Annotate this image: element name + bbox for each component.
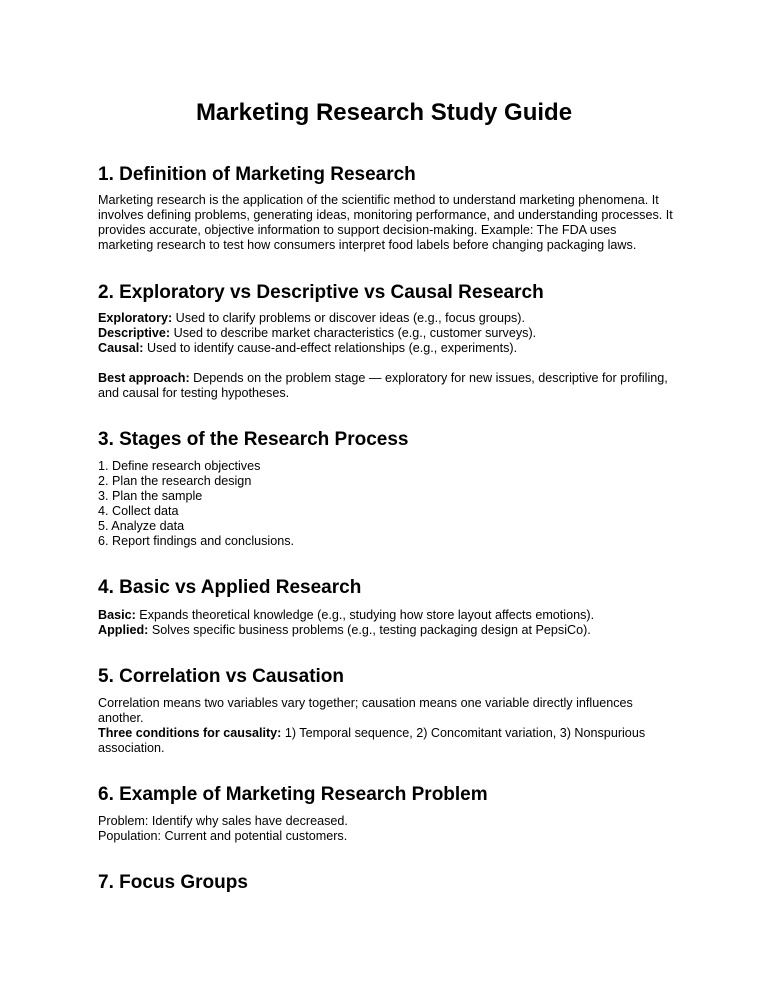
definition-causal (98, 341, 673, 356)
section-heading-definition: 1. Definition of Marketing Research (98, 164, 416, 185)
term-label: Best approach: (98, 371, 190, 385)
section-heading-stages: 3. Stages of the Research Process (98, 429, 409, 450)
best-approach-note (98, 371, 673, 401)
paragraph-line: involves defining problems, generating ideas, monitoring performance, and understanding processes. It (98, 208, 673, 222)
causality-conditions (98, 726, 673, 741)
best-approach-line (98, 371, 673, 386)
definition-exploratory (98, 311, 673, 326)
term-label: Three conditions for causality: (98, 726, 282, 740)
stage-item: 6. Report findings and conclusions. (98, 534, 295, 548)
paragraph-line: Correlation means two variables vary together; causation means one variable directly influences (98, 696, 633, 710)
section-body-example-problem (98, 814, 673, 844)
term-text: Used to identify cause-and-effect relationships (e.g., experiments). (143, 341, 518, 355)
stage-item: 1. Define research objectives (98, 459, 261, 473)
paragraph-line: provides accurate, objective information to support decision-making. Example: The FDA uses (98, 223, 617, 237)
term-text: Used to describe market characteristics (e.g., customer surveys). (170, 326, 537, 340)
section-body-research-types (98, 311, 673, 356)
definition-descriptive (98, 326, 673, 341)
best-approach-line: and causal for testing hypotheses. (98, 386, 290, 400)
term-label: Exploratory: (98, 311, 173, 325)
paragraph-line: marketing research to test how consumers interpret food labels before changing packaging laws. (98, 238, 637, 252)
section-heading-example-problem: 6. Example of Marketing Research Problem (98, 784, 488, 805)
section-heading-basic-applied: 4. Basic vs Applied Research (98, 577, 362, 598)
definition-basic (98, 608, 673, 623)
term-text: Expands theoretical knowledge (e.g., studying how store layout affects emotions). (135, 608, 595, 622)
stage-item: 3. Plan the sample (98, 489, 203, 503)
section-heading-focus-groups: 7. Focus Groups (98, 872, 248, 893)
definition-applied (98, 623, 673, 638)
section-body-correlation (98, 696, 673, 756)
section-heading-correlation: 5. Correlation vs Causation (98, 666, 345, 687)
stage-item: 2. Plan the research design (98, 474, 252, 488)
stage-item: 4. Collect data (98, 504, 179, 518)
term-text: Depends on the problem stage — exploratory for new issues, descriptive for profiling, (189, 371, 668, 385)
term-label: Causal: (98, 341, 144, 355)
section-body-definition (98, 193, 673, 253)
stage-item: 5. Analyze data (98, 519, 185, 533)
term-text: Used to clarify problems or discover ideas (e.g., focus groups). (172, 311, 525, 325)
stages-list (98, 459, 673, 549)
term-text: Solves specific business problems (e.g., testing packaging design at PepsiCo). (148, 623, 591, 637)
term-label: Applied: (98, 623, 149, 637)
paragraph-line: association. (98, 741, 165, 755)
paragraph-line: Marketing research is the application of the scientific method to understand marketing phenomena. It (98, 193, 659, 207)
section-heading-research-types: 2. Exploratory vs Descriptive vs Causal Research (98, 282, 544, 303)
term-text: 1) Temporal sequence, 2) Concomitant variation, 3) Nonspurious (281, 726, 646, 740)
problem-line: Problem: Identify why sales have decreased. (98, 814, 348, 828)
population-line: Population: Current and potential customers. (98, 829, 348, 843)
term-label: Basic: (98, 608, 136, 622)
term-label: Descriptive: (98, 326, 171, 340)
section-body-basic-applied (98, 608, 673, 638)
page-title: Marketing Research Study Guide (195, 99, 573, 126)
paragraph-line: another. (98, 711, 144, 725)
